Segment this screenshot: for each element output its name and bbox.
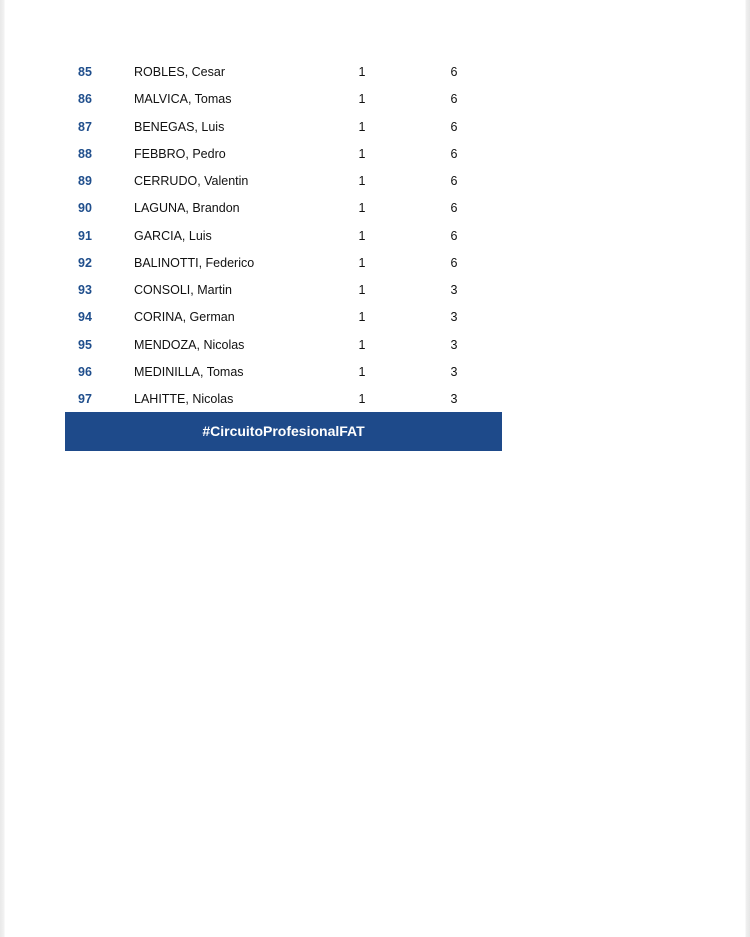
tournaments-cell: 1 [358,201,366,216]
rank-cell: 85 [78,65,92,79]
table-row [65,58,502,85]
tournaments-cell: 1 [358,337,366,352]
points-cell: 3 [450,310,458,325]
player-name-cell: CORINA, German [134,310,235,325]
tournaments-cell: 1 [358,65,366,79]
rank-cell: 92 [78,255,92,270]
points-cell: 6 [450,174,458,188]
points-cell: 6 [450,119,458,134]
player-name-cell: LAHITTE, Nicolas [134,392,234,406]
tournaments-cell: 1 [358,92,366,107]
player-name-cell: FEBBRO, Pedro [134,146,226,161]
rank-cell: 90 [78,201,92,216]
hashtag-banner: #CircuitoProfesionalFAT [65,412,502,451]
table-row [65,385,502,412]
points-cell: 3 [450,283,458,297]
table-row [65,167,502,194]
player-name-cell: MALVICA, Tomas [134,92,232,107]
tournaments-cell: 1 [358,146,366,161]
table-row [65,358,502,385]
tournaments-cell: 1 [358,228,366,243]
player-name-cell: CERRUDO, Valentin [134,174,249,188]
rank-cell: 87 [78,119,92,134]
table-row [65,249,502,276]
player-name-cell: GARCIA, Luis [134,228,212,243]
rank-cell: 89 [78,174,92,188]
player-name-cell: BENEGAS, Luis [134,119,225,134]
ranking-table [65,58,502,412]
tournaments-cell: 1 [358,283,366,297]
tournaments-cell: 1 [358,310,366,325]
points-cell: 6 [450,228,458,243]
points-cell: 3 [450,392,458,406]
tournaments-cell: 1 [358,364,366,379]
tournaments-cell: 1 [358,392,366,406]
points-cell: 6 [450,65,458,79]
tournaments-cell: 1 [358,119,366,134]
table-row [65,331,502,358]
table-row [65,113,502,140]
points-cell: 3 [450,364,458,379]
rank-cell: 97 [78,392,92,406]
points-cell: 6 [450,146,458,161]
player-name-cell: CONSOLI, Martin [134,283,232,297]
table-row [65,85,502,112]
player-name-cell: ROBLES, Cesar [134,65,226,79]
table-row [65,222,502,249]
table-row [65,194,502,221]
player-name-cell: BALINOTTI, Federico [134,255,255,270]
table-row [65,303,502,330]
points-cell: 3 [450,337,458,352]
table-row [65,276,502,303]
points-cell: 6 [450,92,458,107]
tournaments-cell: 1 [358,255,366,270]
player-name-cell: MEDINILLA, Tomas [134,364,244,379]
rank-cell: 93 [78,283,92,297]
rank-cell: 96 [78,364,92,379]
rank-cell: 91 [78,228,92,243]
rank-cell: 88 [78,146,92,161]
document-page [5,0,745,937]
rank-cell: 86 [78,92,92,107]
player-name-cell: MENDOZA, Nicolas [134,337,245,352]
rank-cell: 94 [78,310,92,325]
tournaments-cell: 1 [358,174,366,188]
table-row [65,140,502,167]
points-cell: 6 [450,201,458,216]
player-name-cell: LAGUNA, Brandon [134,201,240,216]
rank-cell: 95 [78,337,92,352]
points-cell: 6 [450,255,458,270]
